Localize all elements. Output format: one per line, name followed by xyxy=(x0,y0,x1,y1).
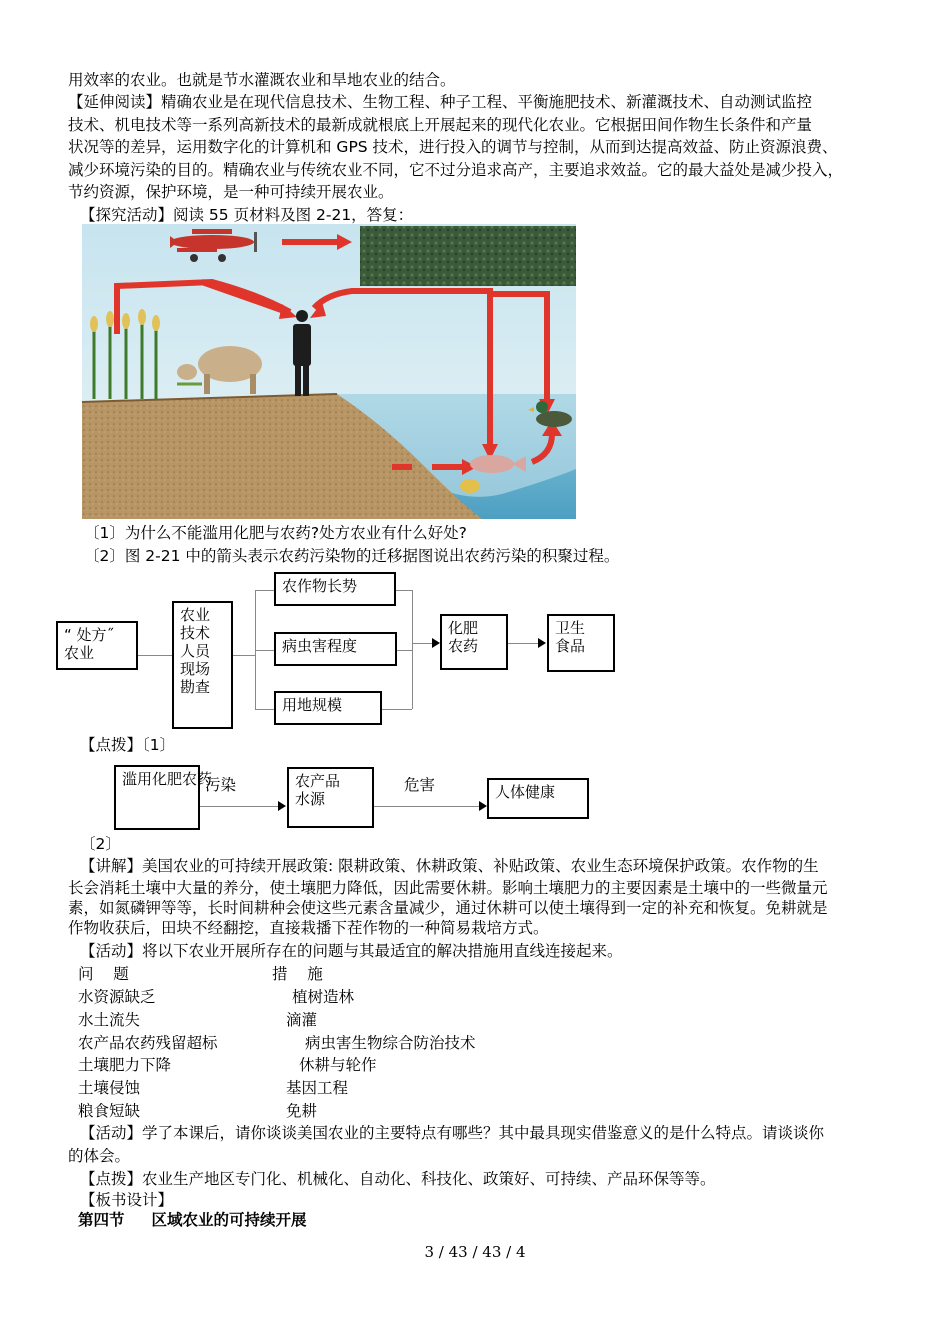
fertilizer-pesticide-box: 化肥 农药 xyxy=(440,614,508,670)
explanation-line: 【讲解】美国农业的可持续开展政策: 限耕政策、休耕政策、补贴政策、农业生态环境保护政策。农作物的生 xyxy=(80,857,819,875)
connector-line xyxy=(396,590,412,591)
explanation-line: 长会消耗土壤中大量的养分，使土壤肥力降低，因此需要休耕。影响土壤肥力的主要因素是土壤中的一些微量元 xyxy=(68,879,828,897)
problem-header: 问 题 xyxy=(78,965,129,983)
measure-item: 免耕 xyxy=(286,1102,318,1120)
human-health-box: 人体健康 xyxy=(487,778,589,819)
hint-label: 〔2〕 xyxy=(80,835,121,853)
connector-line xyxy=(412,590,413,709)
connector-line xyxy=(255,709,274,710)
section-title: 第四节 区域农业的可持续开展 xyxy=(78,1211,307,1229)
measure-item: 滴灌 xyxy=(286,1011,318,1029)
problem-item: 农产品农药残留超标 xyxy=(78,1034,218,1052)
extended-reading-line: 【延伸阅读】精确农业是在现代信息技术、生物工程、种子工程、平衡施肥技术、新灌溉技术、自动测试监控 xyxy=(68,93,813,111)
arrow-right-icon xyxy=(479,801,487,811)
connector-line xyxy=(200,806,280,807)
connector-line xyxy=(397,650,412,651)
page-footer: 3 / 43 / 43 / 4 xyxy=(424,1243,526,1261)
product-water-box: 农产品 水源 xyxy=(287,767,374,828)
measure-item: 植树造林 xyxy=(292,988,355,1006)
extended-reading-line: 技术、机电技术等一系列高新技术的最新成就根底上开展起来的现代化农业。它根据田间作物生长条件和产量 xyxy=(68,116,813,134)
connector-line xyxy=(374,806,480,807)
question-1: 〔1〕为什么不能滥用化肥与农药?处方农业有什么好处? xyxy=(84,524,467,542)
fertilizer-abuse-box: 滥用化肥农药 xyxy=(114,765,200,830)
problem-item: 土壤肥力下降 xyxy=(78,1056,172,1074)
problem-item: 水资源缺乏 xyxy=(78,988,156,1006)
connector-line xyxy=(508,643,542,644)
connector-line xyxy=(255,650,274,651)
pest-severity-box: 病虫害程度 xyxy=(274,632,397,666)
connector-line xyxy=(233,655,255,656)
explanation-line: 作物收获后，田块不经翻挖，直接栽播下茬作物的一种简易栽培方式。 xyxy=(68,919,549,937)
land-scale-box: 用地规模 xyxy=(274,691,382,725)
connector-line xyxy=(138,655,172,656)
prescription-farming-box: “ 处方˝ 农业 xyxy=(56,621,138,670)
extended-reading-line: 减少环境污染的目的。精确农业与传统农业不同，它不过分追求高产，主要追求效益。它的最大益处是减少投入， xyxy=(68,161,844,179)
problem-item: 土壤侵蚀 xyxy=(78,1079,141,1097)
harm-label: 危害 xyxy=(404,776,436,794)
question-2: 〔2〕图 2-21 中的箭头表示农药污染物的迁移据图说出农药污染的积聚过程。 xyxy=(84,547,620,565)
measure-header: 措 施 xyxy=(272,965,323,983)
measure-item: 基因工程 xyxy=(286,1079,349,1097)
paragraph-line: 用效率的农业。也就是节水灌溉农业和旱地农业的结合。 xyxy=(68,71,456,89)
crop-growth-box: 农作物长势 xyxy=(274,572,396,606)
measure-item: 病虫害生物综合防治技术 xyxy=(305,1034,476,1052)
arrow-right-icon xyxy=(432,638,440,648)
hint-answer: 【点拨】农业生产地区专门化、机械化、自动化、科技化、政策好、可持续、产品环保等等。 xyxy=(80,1170,716,1188)
arrow-right-icon xyxy=(278,801,286,811)
connector-line xyxy=(382,709,412,710)
pollute-label: 污染 xyxy=(205,776,237,794)
pesticide-migration-illustration xyxy=(82,224,576,519)
activity-instruction: 【活动】将以下农业开展所存在的问题与其最适宜的解决措施用直线连接起来。 xyxy=(80,942,623,960)
explore-activity-line: 【探究活动】阅读 55 页材料及图 2-21，答复： xyxy=(80,206,414,224)
extended-reading-line: 状况等的差异，运用数字化的计算机和 GPS 技术，进行投入的调节与控制，从而到达提高效益、防止资源浪费、 xyxy=(68,138,838,156)
hint-label: 【点拨】〔1〕 xyxy=(80,736,176,754)
measure-item: 休耕与轮作 xyxy=(299,1056,377,1074)
healthy-food-box: 卫生 食品 xyxy=(547,614,615,672)
extended-reading-line: 节约资源，保护环境，是一种可持续开展农业。 xyxy=(68,183,394,201)
problem-item: 水土流失 xyxy=(78,1011,141,1029)
tech-staff-survey-box: 农业 技术 人员 现场 勘查 xyxy=(172,601,233,729)
explanation-line: 素，如氮磷钾等等，长时间耕种会使这些元素含量减少，通过休耕可以使土壤得到一定的补充和恢复。免耕就是 xyxy=(68,899,828,917)
arrow-right-icon xyxy=(538,638,546,648)
connector-line xyxy=(255,590,274,591)
board-design-label: 【板书设计】 xyxy=(80,1191,174,1209)
activity-question-line: 【活动】学了本课后，请你谈谈美国农业的主要特点有哪些？其中最具现实借鉴意义的是什么特点。请谈谈你 xyxy=(80,1124,825,1142)
problem-item: 粮食短缺 xyxy=(78,1102,141,1120)
activity-question-line: 的体会。 xyxy=(68,1147,131,1165)
